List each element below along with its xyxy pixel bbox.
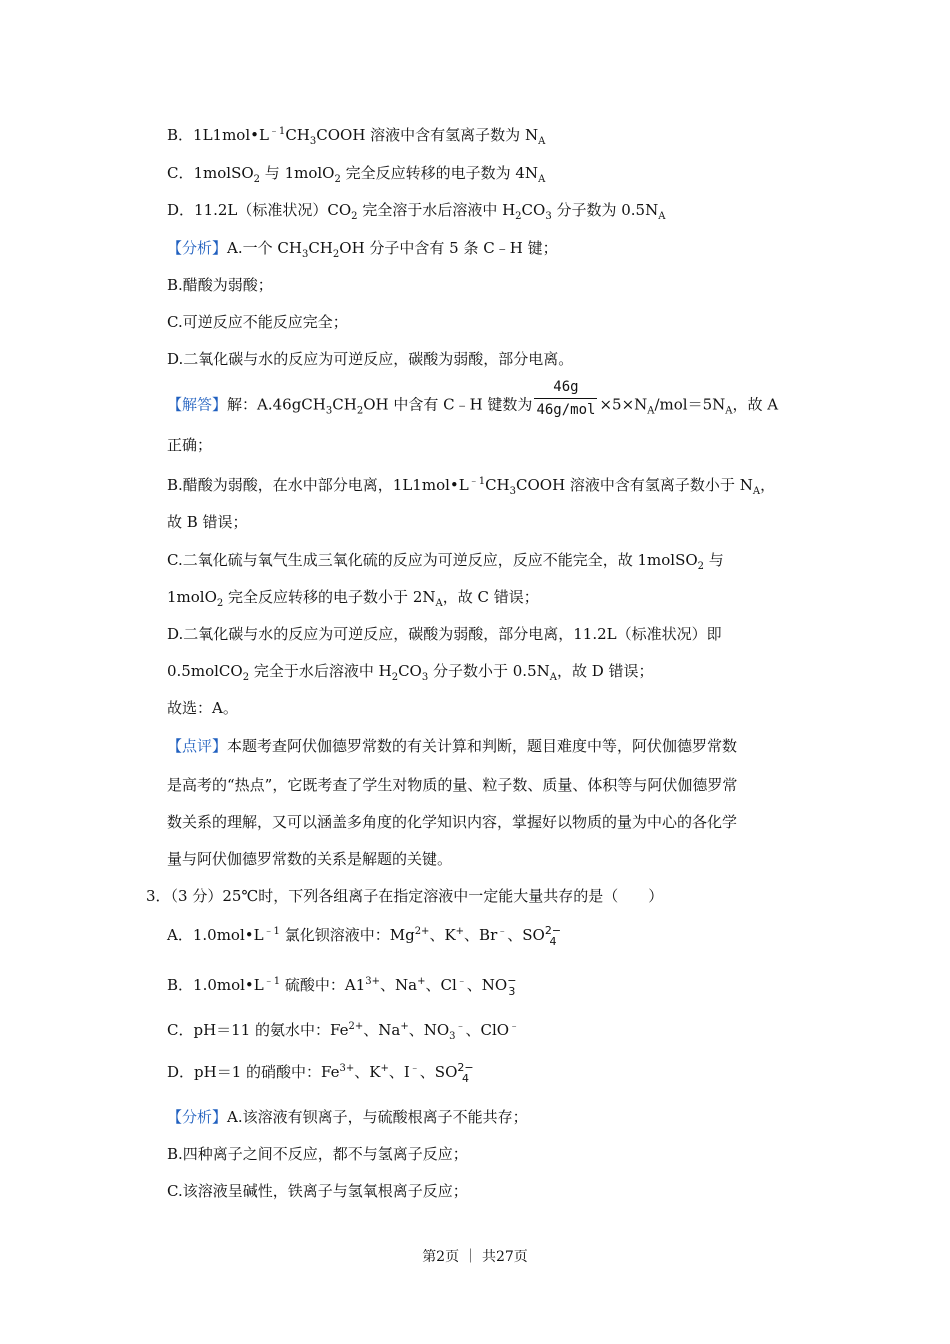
solution-line-3: B.醋酸为弱酸，在水中部分电离，$1L1mol•L^{﹣1}CH_3COOH$ 溶液中含有氢离子数小于 $N_A$， — [167, 476, 776, 497]
review-line-3: 数关系的理解，又可以涵盖多角度的化学知识内容，掌握好以物质的量为中心的各化学 — [167, 813, 738, 831]
solution-line-7: D.二氧化碳与水的反应为可逆反应，碳酸为弱酸，部分电离，11.2L（标准状况）即 — [167, 625, 722, 643]
fraction: $\frac{46g}{\text{46g/mol}}$ — [534, 376, 597, 421]
q3-option-d: D．pH＝1 的硝酸中：$Fe^{3+}$、K+、I﹣、SO 2− 4 — [167, 1061, 474, 1085]
q3-analysis-line-2: B.四种离子之间不反应，都不与氢离子反应； — [167, 1145, 468, 1163]
solution-line-6: 1molO$_2$ 完全反应转移的电子数小于 $2N_A$，故 C 错误； — [167, 588, 539, 609]
analysis-line-2: B.醋酸为弱酸； — [167, 276, 273, 294]
option-d: D．11.2L（标准状况）$CO_2$ 完全溶于水后溶液中 $H_2CO_3$ 分子数为 $0.5N_A$ — [167, 201, 666, 222]
q3-analysis-line-3: C.该溶液呈碱性，铁离子与氢氧根离子反应； — [167, 1182, 468, 1200]
solution-line-5: C.二氧化硫与氧气生成三氧化硫的反应为可逆反应，反应不能完全，故 1molSO$_2$ 与 — [167, 551, 724, 572]
solution-line-4: 故 B 错误； — [167, 513, 248, 531]
option-c: C．1molSO$_2$ 与 1molO$_2$ 完全反应转移的电子数为 $4N_A$ — [167, 164, 546, 185]
review-line-1: 【点评】本题考查阿伏伽德罗常数的有关计算和判断，题目难度中等，阿伏伽德罗常数 — [167, 737, 738, 755]
solution-line-8: 0.5molCO$_2$ 完全于水后溶液中 $H_2CO_3$ 分子数小于 $0.5N_A$，故 D 错误； — [167, 662, 654, 683]
review-line-4: 量与阿伏伽德罗常数的关系是解题的关键。 — [167, 850, 453, 868]
solution-line-1: 【解答】解：$A.46gCH_3CH_2OH$ 中含有 C﹣H 键数为 $\frac{46g}{\text{46g/mol}}$ $\times 5\times N_A/mol=5N_A$，故 A — [167, 390, 778, 421]
analysis-line-4: D.二氧化碳与水的反应为可逆反应，碳酸为弱酸，部分电离。 — [167, 350, 574, 368]
q3-option-a: A．$1.0mol•L^{﹣1}$ 氯化钡溶液中：$Mg^{2+}$、K+、Br﹣、SO 2− 4 — [167, 924, 562, 948]
solution-line-9: 故选：A。 — [167, 699, 238, 717]
analysis-line-3: C.可逆反应不能反应完全； — [167, 313, 348, 331]
q3-option-c: C．pH＝11 的氨水中：$Fe^{2+}$、Na+、$NO_3^﹣$、ClO﹣ — [167, 1021, 520, 1042]
q3-option-b: B．$1.0mol•L^{﹣1}$ 硫酸中：$A1^{3+}$、Na+、Cl﹣、NO − 3 — [167, 974, 517, 998]
option-b: B．$1L1mol•L^{﹣1}CH_3COOH$ 溶液中含有氢离子数为 $N_A$ — [167, 126, 546, 147]
review-line-2: 是高考的“热点”，它既考查了学生对物质的量、粒子数、质量、体积等与阿伏伽德罗常 — [167, 776, 738, 794]
q3-analysis-line-1: 【分析】A.该溶液有钡离子，与硫酸根离子不能共存； — [167, 1108, 528, 1126]
analysis-line-1: 【分析】A.一个 $CH_3CH_2OH$ 分子中含有 5 条 C﹣H 键； — [167, 239, 558, 260]
page-footer: 第2页 ｜ 共27页 — [422, 1249, 528, 1265]
solution-line-2: 正确； — [167, 436, 213, 454]
question-3: 3．（3 分）25℃时，下列各组离子在指定溶液中一定能大量共存的是（ ） — [146, 887, 664, 905]
